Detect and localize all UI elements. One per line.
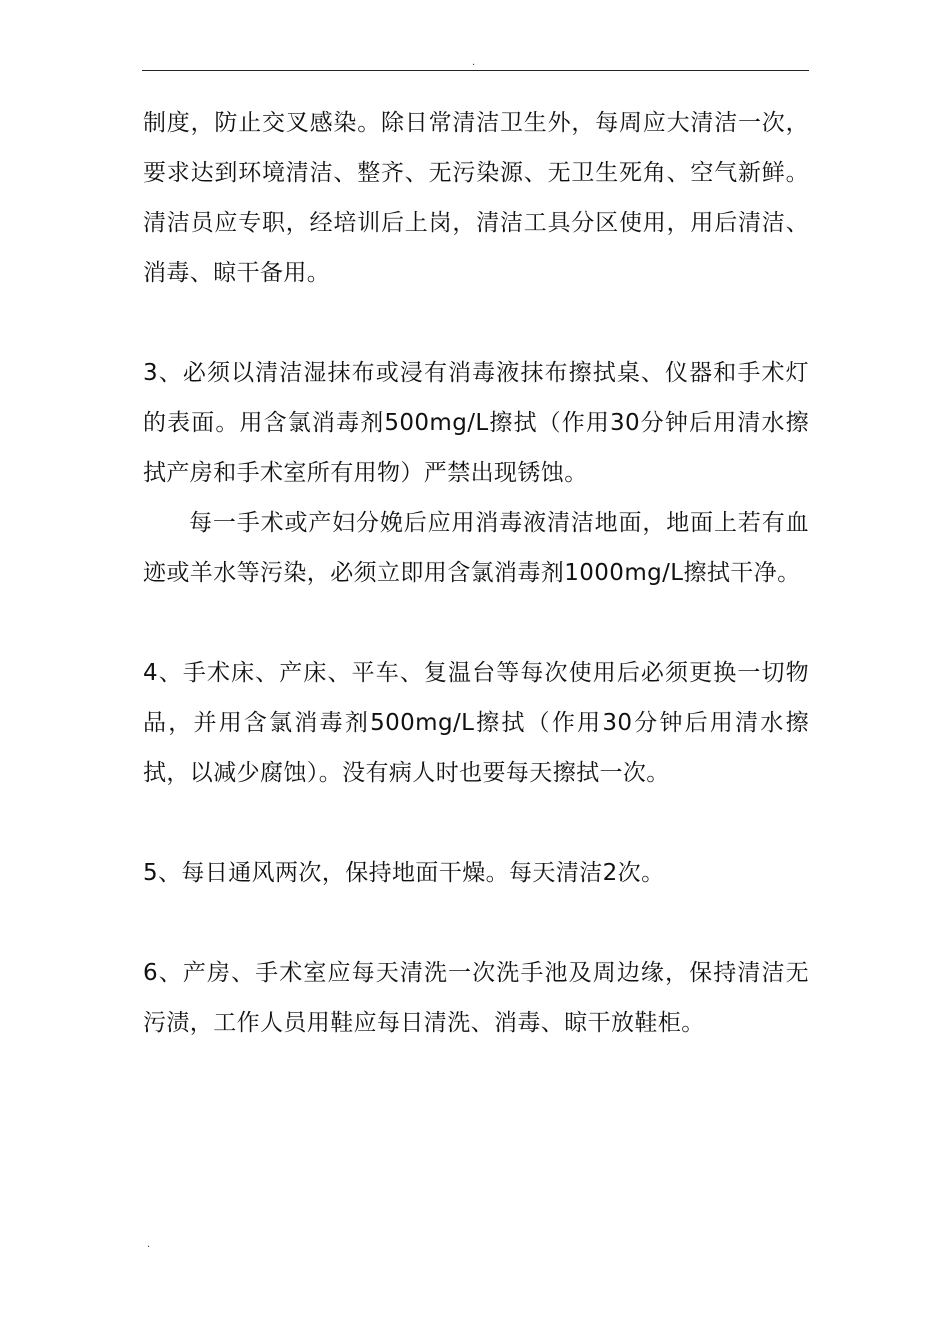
header-rule bbox=[142, 70, 809, 71]
paragraph-floor-disinfection: 每一手术或产妇分娩后应用消毒液清洁地面，地面上若有血迹或羊水等污染，必须立即用含氯消毒剂1000mg/L擦拭干净。 bbox=[143, 510, 809, 586]
header-mark: . bbox=[472, 57, 476, 68]
paragraph-item-5: 5、每日通风两次，保持地面干燥。每天清洁2次。 bbox=[143, 860, 665, 886]
paragraph-cleaning-system: 制度，防止交叉感染。除日常清洁卫生外，每周应大清洁一次，要求达到环境清洁、整齐、无污染源、无卫生死角、空气新鲜。清洁员应专职，经培训后上岗，清洁工具分区使用，用后清洁、消毒、晾干备用。 bbox=[143, 110, 809, 286]
paragraph-gap bbox=[143, 798, 809, 848]
paragraph-item-4: 4、手术床、产床、平车、复温台等每次使用后必须更换一切物品，并用含氯消毒剂500mg/L擦拭（作用30分钟后用清水擦拭，以减少腐蚀）。没有病人时也要每天擦拭一次。 bbox=[143, 660, 809, 786]
paragraph-gap bbox=[143, 298, 809, 348]
paragraph-item-6: 6、产房、手术室应每天清洗一次洗手池及周边缘，保持清洁无污渍，工作人员用鞋应每日清洗、消毒、晾干放鞋柜。 bbox=[143, 960, 809, 1036]
footer-mark: . bbox=[147, 1239, 151, 1250]
paragraph-item-3: 3、必须以清洁湿抹布或浸有消毒液抹布擦拭桌、仪器和手术灯的表面。用含氯消毒剂500mg/L擦拭（作用30分钟后用清水擦拭产房和手术室所有用物）严禁出现锈蚀。 bbox=[143, 360, 809, 486]
paragraph-gap bbox=[143, 898, 809, 948]
document-body bbox=[143, 98, 809, 1048]
paragraph-gap bbox=[143, 598, 809, 648]
